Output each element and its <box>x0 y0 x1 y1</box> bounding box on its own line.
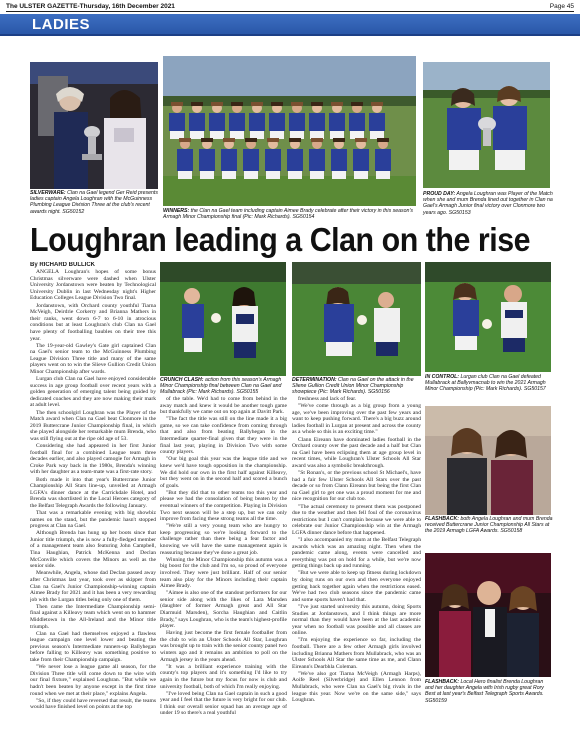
team-player-jersey <box>309 149 325 171</box>
article-paragraph: "The actual ceremony to present them was postponed due to the weather and then fell foul of the coronavirus restrictions but I can't complain because we were able to celebrate our Junior Championship win at the Armagh LGFA dinner dance before that happened. <box>292 503 421 536</box>
team-player-shorts <box>222 171 236 179</box>
article-paragraph: That was a remarkable evening with big showbiz names on the stand, but the pandemic hasn't stopped progress at Clan na Gael. <box>30 509 156 530</box>
team-player-jersey <box>199 149 215 171</box>
team-player-hair <box>377 138 389 142</box>
team-player-shorts <box>270 131 284 139</box>
article-paragraph: "But we were able to keep up fitness during lockdown by doing runs on our own and then everyone enjoyed getting back together again when the restrictions eased. We've had two club seasons since the pandemic came and some sports haven't had that. <box>292 570 421 603</box>
team-player-jersey <box>169 113 185 131</box>
article-paragraph: Clan na Gael had themselves enjoyed a flawless league campaign one level lower and beating the previous season's Intermediate runners-up Ballyhegan before falling to Killeavy was something positive to take from their Championship campaign. <box>30 630 156 664</box>
article-paragraph: ANGELA Loughran's hopes of some bonus Christmas silverware were dashed when Ulster University Jordanstown were beaten by Technological University Dublin in last Wednesday night's Higher Education Colleges League Division Two final. <box>30 269 156 302</box>
article-paragraph: Considering she had appeared in her first Junior football final for a combined League team three decades earlier, and also played camogie for Armagh in Croke Park way back in the 1980s, Brenda's winning with her daughter as a team-mate was a first-rate story. <box>30 443 156 476</box>
article-paragraph: "It was a brilliant experience training with the county's top players and it's something I'd like to try again in the future but my focus for now is club and university football, both of which I'm really enjoying. <box>160 663 287 690</box>
article-paragraph: "But they did that to other teams too this year and please we had the consolation of being beaten by the eventual winners of the competition. Playing in Division Two next season will be a step up, but we can only improve from facing these strong teams all the time. <box>160 489 287 523</box>
team-player-shorts <box>288 171 302 179</box>
team-player-hair <box>201 138 213 142</box>
caption-flashback-all-stars <box>425 516 553 535</box>
article-paragraph: "St Ronan's, or the previous school St Michael's, have had a fair few Ulster Schools All Stars over the past decade or so from Clann Eireann but being the first Clan na Gael girl to get one was a proud moment for me and nice recognition for our club too. <box>292 470 421 503</box>
team-player-shorts <box>178 171 192 179</box>
photo-determination <box>292 262 421 376</box>
caption-text: action from this season's Armagh Minor Championship final between Clan na Gael and Mullabrack (Pic: Mark Richards). SG50155 <box>160 377 282 396</box>
team-player-jersey <box>209 113 225 131</box>
team-player-shorts <box>332 171 346 179</box>
team-player-hair <box>311 102 323 106</box>
caption-lead: FLASHBACK: <box>425 516 460 522</box>
team-player-jersey <box>269 113 285 131</box>
article-paragraph: Winning the Minor Championship this autumn was a big boost for the club and I'm so, so proud of everyone involved. They were just brilliant. Half of our senior team also play for the Minors including their captain Aimee Brady. <box>160 556 287 590</box>
article-paragraph: "I've loved being Clan na Gael captain in such a good year and I feel that the future is very bright for our club. I think our overall senior squad has an average age of under 19 so there's a real youthful <box>160 690 287 717</box>
caption-text: Lurgan club Clan na Gael defeated Mullabrack at Ballyvmacnab to win the 2021 Armagh Minor Championship (Pic: Mark Richards). SG50157 <box>425 374 546 393</box>
team-player-hair <box>231 102 243 106</box>
caption-crunch-clash <box>160 377 288 396</box>
caption-lead: CRUNCH CLASH: <box>160 377 204 383</box>
photo-flashback-rory-best <box>425 553 551 677</box>
article-paragraph: The then schoolgirl Loughran was the Player of the Match award when Clan na Gael beat Clonmore in the 2019 Buttercrane Junior Championship final, in which she played alongside her remarkable mum Brenda, who was still flying out at the ripe old age of 53. <box>30 409 156 442</box>
byline: By RICHARD BULLICK <box>30 262 95 268</box>
article-paragraph: "So, if they could have reversed that result, the teams would have finished level on points at the top <box>30 697 156 711</box>
team-player-hair <box>245 138 257 142</box>
photo-winners-team <box>163 56 416 206</box>
caption-in-control <box>425 374 553 393</box>
team-player-shorts <box>244 171 258 179</box>
caption-silverware <box>30 190 160 215</box>
caption-text: both Angela Loughran and mum Brenda received Buttercrane Junior Championship All Stars at the 2019 Armagh LGFA Awards. SG50158 <box>425 516 553 535</box>
team-player-jersey <box>221 149 237 171</box>
caption-text: the Clan na Gael team including captain Aimee Brady celebrate after their victory in this season's Armagh Minor Championship final (Pic: Mark Richards). SG50154 <box>163 208 413 221</box>
article-column-2 <box>160 396 287 734</box>
caption-lead: WINNERS: <box>163 208 190 214</box>
caption-lead: SILVERWARE: <box>30 190 66 196</box>
article-paragraph: "Our big goal this year was the league title and we knew we'd have tough opposition in the championship. We did hold our own in the first half against Killeavy, but they went on in the second half and scored a bunch of goals. <box>160 456 287 489</box>
caption-lead: IN CONTROL: <box>425 374 460 380</box>
article-column-1 <box>30 262 156 734</box>
article-paragraph: Meanwhile, Angela, whose dad Declan passed away after Christmas last year, took over as skipper from Clan na Gael's Junior Championship-winning captain Aimee Brady for 2021 and it has been a very rewarding job with the Lurgan titles being only one of them. <box>30 570 156 603</box>
team-player-hair <box>271 102 283 106</box>
team-player-hair <box>223 138 235 142</box>
team-player-jersey <box>243 149 259 171</box>
page-number: Page 45 <box>549 2 574 10</box>
column-1-paragraphs <box>30 269 156 711</box>
photo-silverware <box>30 62 158 189</box>
team-player-hair <box>355 138 367 142</box>
team-player-jersey <box>265 149 281 171</box>
article-paragraph: "I also accompanied my mum at the Belfast Telegraph awards which was an amazing night. Then when the pandemic came along, events were cancelled and everything was put on hold for a while, but we're now getting things back up and running. <box>292 536 421 570</box>
caption-lead: DETERMINATION: <box>292 377 337 383</box>
article-paragraph: Jordanstown, with Orchard county youthful Tiarna McVeigh, Deirdrie Corkerry and Brianna Mathers in their ranks, went down 6-7 to 6-10 in atrocious conditions but at least Loughran's club Clan na Gael have plenty of footballing baubles on their tree this year. <box>30 302 156 342</box>
article-paragraph: "We've also got Tiarna McVeigh (Armagh Harps), Aoife Reel (Silverbridge) and Ellen Lennon from Mullabrack, who were Clan na Gael's big rivals in the league this year. Now we're on the same side," says Loughran. <box>292 670 421 704</box>
team-player-hair <box>267 138 279 142</box>
caption-text: Clan na Gael on the attack in the Sliene Gullion Credit Union Minor Championship showpiece (Pic: Mark Richards). SG50156 <box>292 377 414 396</box>
caption-determination <box>292 377 422 396</box>
article-paragraph: Although Brenda has hung up her boots since that Junior title triumph, she is now a fully-fledged member of a management team also featuring John Campbell, Tina Haughian, Patrick McKenna and Declan McConville which covers the Minors as well as the senior side. <box>30 530 156 570</box>
article-paragraph: "We've come through as a big group from a young age, we've been improving over the past few years and want to keep pushing forward. There's a big buzz around ladies football in Lurgan at present and across the county as a whole so this is an exciting time." <box>292 403 421 436</box>
masthead <box>6 1 574 12</box>
article-paragraph: "Aimee is also one of the standout performers for our senior side along with the likes of Lara Marsden (daughter of former Armagh great and All Star Diarmuid Marsden), Sorcha Haughian and Caitlin Brady," says Loughran, who is the team's highest-profile player. <box>160 590 287 630</box>
team-player-jersey <box>177 149 193 171</box>
team-player-hair <box>291 102 303 106</box>
team-player-shorts <box>376 171 390 179</box>
headline: Loughran leading a Clan on the rise <box>30 221 531 258</box>
column-2-paragraphs <box>160 396 287 717</box>
team-player-hair <box>191 102 203 106</box>
photo-in-control <box>425 262 551 372</box>
article-paragraph: "The fact the title was still on the line made it a big game, so we can take confidence from coming through that and also from beating Ballyhegan in the Intermediate quarter-final given that they were in the final last year, playing in Division Two with some county players. <box>160 416 287 456</box>
article-paragraph: "We never lose a league game all season, for the Division Three title will come down to the wire with our final fixture," explained Loughran. "But while we hadn't been beaten by anyone except in the first time round when we met at their place," explains Angela. <box>30 664 156 697</box>
caption-winners <box>163 208 418 220</box>
photo-proud-day <box>423 62 550 188</box>
caption-text: Local Hero finalist Brenda Loughran and her daughter Angela with Irish rugby great Rory Best at last year's Belfast Telegraph Sports Awards. SG50159 <box>425 679 544 704</box>
photo-flashback-all-stars <box>425 406 551 515</box>
team-player-hair <box>179 138 191 142</box>
article-paragraph: Both made it into that year's Buttercrane Junior Championship All Stars line-up, unveiled at Armagh LGFA's dinner dance at the Carrickdale Hotel, and Brenda was shortlisted in the Local Heroes category of the Belfast Telegraph Awards the following January. <box>30 476 156 509</box>
caption-proud-day <box>423 191 553 216</box>
photo-crunch-clash <box>160 262 286 376</box>
team-player-shorts <box>290 131 304 139</box>
article-paragraph: "I'm enjoying the experience so far, including the football. There are a few other Armagh girls involved including Brianna Mathers from Mullabrack, who was an Ulster Schools All Star the same time as me, and Clann Eireann's Dearbhla Coleman. <box>292 637 421 670</box>
team-player-jersey <box>349 113 365 131</box>
team-player-hair <box>171 102 183 106</box>
team-player-jersey <box>369 113 385 131</box>
team-player-shorts <box>230 131 244 139</box>
team-player-jersey <box>287 149 303 171</box>
article-paragraph: of the table. We'd had to come from behind in the away match and knew it would be another tough game but thankfully we came out on top again at Davitt Park. <box>160 396 287 416</box>
team-player-jersey <box>229 113 245 131</box>
caption-lead: FLASHBACK: <box>425 679 460 685</box>
caption-text: Angela Loughran was Player of the Match when she and mum Brenda lined out together in Clan na Gael's Armagh Junior final victory over Clonmore two years ago. SG50153 <box>423 191 553 216</box>
team-player-hair <box>311 138 323 142</box>
team-player-jersey <box>249 113 265 131</box>
team-player-hair <box>333 138 345 142</box>
team-player-shorts <box>354 171 368 179</box>
team-player-hair <box>351 102 363 106</box>
team-player-shorts <box>190 131 204 139</box>
article-paragraph: Then came the Intermediate Championship semi-final against a Killeavy team which went on to hammer Middletown in the All-Ireland and the Minor title triumph. <box>30 603 156 630</box>
team-player-jersey <box>353 149 369 171</box>
publication-line: The ULSTER GAZETTE-Thursday, 16th December 2021 <box>6 2 175 10</box>
caption-text: Clan na Gael legend Ger Reid presents ladies captain Angela Loughran with the McGuinness Plumbing League Division Three at the club's recent awards night. SG50152 <box>30 190 158 215</box>
article-paragraph: freshness and lack of fear. <box>298 396 357 402</box>
team-player-jersey <box>309 113 325 131</box>
caption-flashback-rory-best <box>425 679 553 704</box>
team-player-shorts <box>370 131 384 139</box>
article-paragraph: Lurgan club Clan na Gael have enjoyed considerable success in age group football over recent years with a golden generation of emerging talent being guided by dedicated coaches and they are now making their mark at adult level. <box>30 376 156 409</box>
team-player-hair <box>211 102 223 106</box>
team-player-hair <box>371 102 383 106</box>
team-player-shorts <box>250 131 264 139</box>
team-player-shorts <box>210 131 224 139</box>
team-player-hair <box>251 102 263 106</box>
caption-lead: PROUD DAY: <box>423 191 456 197</box>
section-title: LADIES <box>32 16 91 33</box>
team-player-jersey <box>375 149 391 171</box>
team-player-jersey <box>329 113 345 131</box>
article-column-3 <box>292 396 421 734</box>
article-paragraph: "We're still a very young team who are hungry to keep progressing so we're looking forward to the challenge rather than there being a fear factor and knowing we will have the same management again is reassuring because they've done a great job. <box>160 523 287 556</box>
team-player-shorts <box>350 131 364 139</box>
team-player-jersey <box>189 113 205 131</box>
team-player-shorts <box>200 171 214 179</box>
article-paragraph: Having just become the first female footballer from the club to win an Ulster Schools All Star, Loughran was brought up to train with the senior county panel two winters ago and it remains an ambition to poll on the Armagh jersey in the years ahead. <box>160 630 287 663</box>
team-player-jersey <box>331 149 347 171</box>
team-player-jersey <box>289 113 305 131</box>
section-banner <box>0 14 580 36</box>
team-player-shorts <box>266 171 280 179</box>
team-player-shorts <box>330 131 344 139</box>
article-paragraph: "I've just started university this autumn, doing Sports Studies at Jordanstown, and I think things are more normal than they would have been at the last academic year when no football was possible and all classes are online. <box>292 603 421 637</box>
team-player-hair <box>331 102 343 106</box>
team-player-shorts <box>310 131 324 139</box>
team-player-shorts <box>170 131 184 139</box>
column-3-paragraphs <box>292 396 421 704</box>
team-player-hair <box>289 138 301 142</box>
article-paragraph: Clann Eireann have dominated ladies football in the Orchard county over the past decade and a half but Clan na Gael have been eclipsing them at age group level in recent times, while Loughran's Ulster Schools All Star award was also a symbolic breakthrough. <box>292 436 421 469</box>
team-player-shorts <box>310 171 324 179</box>
article-paragraph: The 19-year-old Gawley's Gate girl captained Clan na Gael's senior team to the McGuinness Plumbing League Division Three title and many of the same players went on to win the Slieve Gullion Credit Union Minor Championship after wards. <box>30 342 156 375</box>
